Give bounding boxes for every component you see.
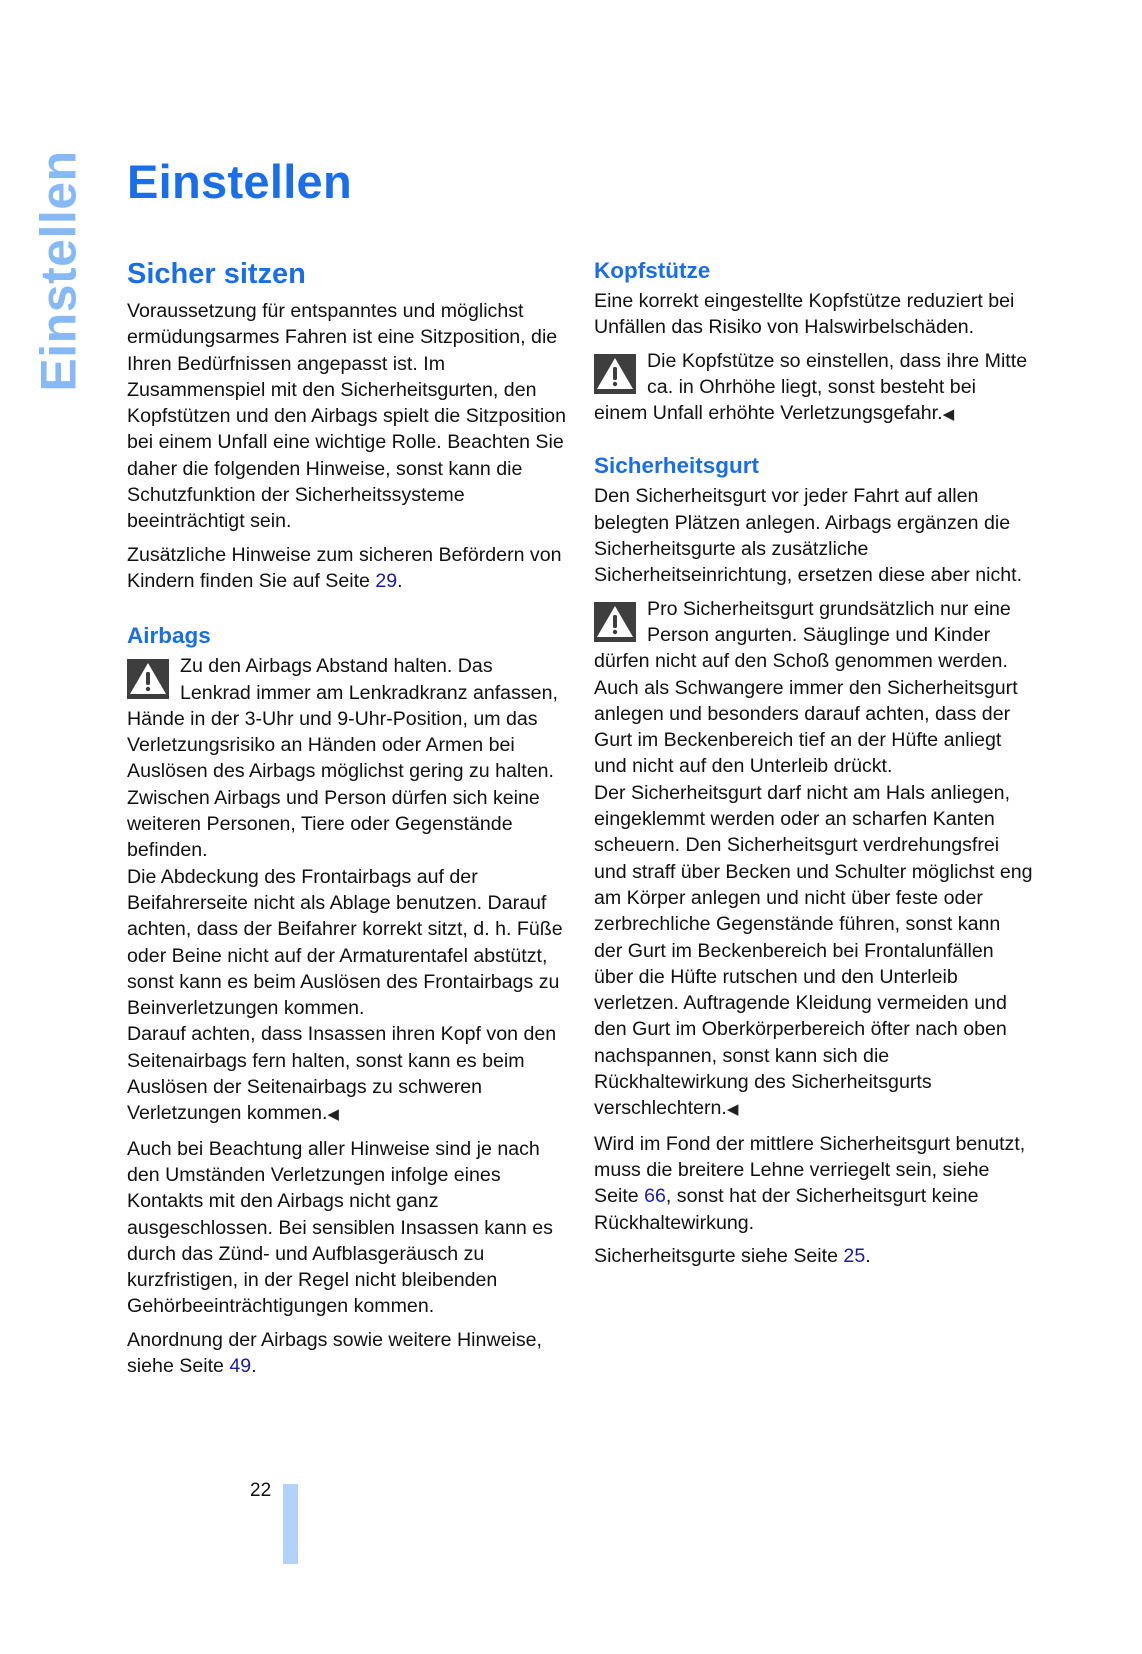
page-title: Einstellen — [127, 155, 353, 208]
right-column — [594, 256, 1034, 1276]
airbag-warning-text-3: Die Abdeckung des Frontairbags auf der Beifahrerseite nicht als Ablage benutzen. Darauf achten, dass der Beifahrer korrekt sitzt, d. h. Füße oder Beine nicht auf der Armaturentafel abstützt, sonst kann es beim Auslösen des Frontairbags zu Beinverletzungen kommen. — [127, 865, 563, 1020]
end-of-warning-icon: ◀ — [726, 1101, 739, 1119]
chapter-side-label: Einstellen — [31, 149, 87, 392]
end-of-warning-icon: ◀ — [942, 406, 955, 424]
seatbelt-warning-text-1: Pro Sicherheitsgurt grundsätzlich nur eine Person angurten. Säuglinge und Kinder dürfen nicht auf den Schoß genommen werden. — [594, 597, 1011, 673]
airbag-warning-block — [127, 653, 567, 1128]
intro-paragraph: Voraussetzung für entspanntes und möglichst ermüdungsarmes Fahren ist eine Sitzposition, die Ihren Bedürfnissen angepasst ist. Im Zusammenspiel mit den Sicherheitsgurten, den Kopfstützen und den Airbags spielt die Sitzposition bei einem Unfall eine wichtige Rolle. Beachten Sie daher die folgenden Hinweise, sonst kann die Schutzfunktion der Sicherheitssysteme beeinträchtigt sein. — [127, 300, 566, 533]
page-marker-bar — [283, 1484, 298, 1564]
seatbelt-warning-text-2: Auch als Schwangere immer den Sicherheitsgurt anlegen und besonders darauf achten, dass der Gurt im Beckenbereich tief an der Hüfte anliegt und nicht auf den Unterleib drückt. — [594, 676, 1018, 778]
warning-triangle-icon — [594, 354, 636, 394]
end-of-warning-icon: ◀ — [327, 1106, 339, 1124]
seatbelt-reference: Sicherheitsgurte siehe Seite 25. — [594, 1244, 871, 1267]
left-column — [127, 256, 567, 1386]
page-link-66[interactable]: 66 — [644, 1185, 666, 1208]
page-number: 22 — [250, 1480, 272, 1501]
headrest-warning-text: Die Kopfstütze so einstellen, dass ihre Mitte ca. in Ohrhöhe liegt, sonst besteht bei einem Unfall erhöhte Verletzungsgefahr.◀ — [594, 349, 1028, 425]
seatbelt-warning-block — [594, 596, 1034, 1124]
chapter-side-tab — [31, 149, 87, 392]
headrest-warning-block — [594, 348, 1034, 429]
section-title-sicher-sitzen: Sicher sitzen — [127, 258, 306, 290]
seatbelt-warning-text-3: Der Sicherheitsgurt darf nicht am Hals anliegen, eingeklemmt werden oder an scharfen Kanten scheuern. Den Sicherheitsgurt verdrehungsfrei und straff über Becken und Schulter möglichst eng am Körper anlegen und nicht über feste oder zerbrechliche Gegenstände führen, sonst kann der Gurt im Beckenbereich bei Frontalunfällen über die Hüfte rutschen und den Unterleib verletzen. Auftragende Kleidung vermeiden und den Gurt im Oberkörperbereich öfter nach oben nachspannen, sonst kann sich die Rückhaltewirkung des Sicherheitsgurts verschlechtern.◀ — [594, 781, 1033, 1120]
children-reference: Zusätzliche Hinweise zum sicheren Befördern von Kindern finden Sie auf Seite 29. — [127, 543, 562, 592]
subsection-title-airbags: Airbags — [127, 623, 211, 649]
airbag-warning-text-1: Zu den Airbags Abstand halten. Das Lenkrad immer am Lenkradkranz anfassen, Hände in der 3-Uhr und 9-Uhr-Position, um das Verletzungsrisiko an Händen oder Armen bei Auslösen des Airbags möglichst gering zu halten. — [127, 655, 558, 783]
airbag-note: Auch bei Beachtung aller Hinweise sind je nach den Umständen Verletzungen infolge eines Kontakts mit den Airbags nicht ganz ausgeschlossen. Bei sensiblen Insassen kann es durch das Zünd- und Aufblasgeräusch zu kurzfristigen, in der Regel nicht bleibenden Gehörbeeinträchtigungen kommen. — [127, 1137, 553, 1318]
airbag-warning-text-4: Darauf achten, dass Insassen ihren Kopf von den Seitenairbags fern halten, sonst kann es beim Auslösen der Seitenairbags zu schweren Verletzungen kommen.◀ — [127, 1023, 557, 1125]
page-link-29[interactable]: 29 — [375, 569, 398, 592]
warning-triangle-icon — [594, 602, 636, 642]
subsection-title-kopfstuetze: Kopfstütze — [594, 258, 711, 283]
rear-seatbelt-note: Wird im Fond der mittlere Sicherheitsgurt benutzt, muss die breitere Lehne verriegelt sein, siehe Seite 66, sonst hat der Sicherheitsgurt keine Rückhaltewirkung. — [594, 1132, 1026, 1234]
airbag-warning-text-2: Zwischen Airbags und Person dürfen sich keine weiteren Personen, Tiere oder Gegenstände befinden. — [127, 786, 540, 862]
airbag-reference: Anordnung der Airbags sowie weitere Hinweise, siehe Seite 49. — [127, 1328, 542, 1377]
subsection-title-sicherheitsgurt: Sicherheitsgurt — [594, 453, 760, 479]
page-link-25[interactable]: 25 — [843, 1244, 866, 1267]
page-link-49[interactable]: 49 — [229, 1354, 252, 1377]
warning-triangle-icon — [127, 659, 169, 699]
seatbelt-intro: Den Sicherheitsgurt vor jeder Fahrt auf allen belegten Plätzen anlegen. Airbags ergänzen die Sicherheitsgurte als zusätzliche Sicherheitseinrichtung, ersetzen diese aber nicht. — [594, 485, 1023, 587]
headrest-intro: Eine korrekt eingestellte Kopfstütze reduziert bei Unfällen das Risiko von Halswirbelschäden. — [594, 290, 1015, 339]
